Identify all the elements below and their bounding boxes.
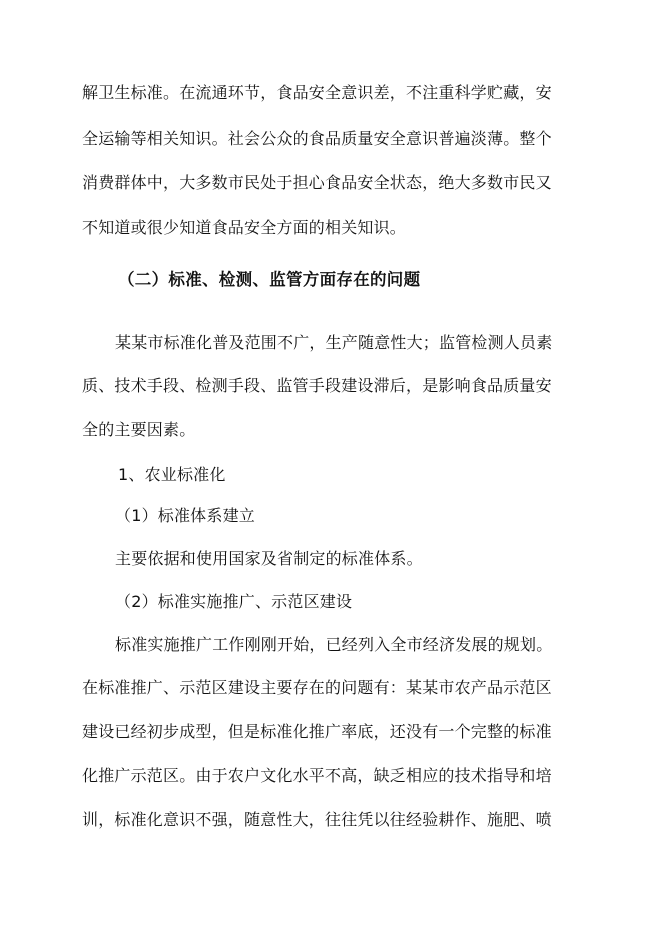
paragraph-line: 解卫生标准。在流通环节，食品安全意识差，不注重科学贮藏，安 [82,83,552,102]
paragraph-line: 全运输等相关知识。社会公众的食品质量安全意识普遍淡薄。整个 [82,129,552,148]
paragraph-line: 质、技术手段、检测手段、监管手段建设滞后，是影响食品质量安 [82,376,552,395]
paragraph-line: 主要依据和使用国家及省制定的标准体系。 [115,549,423,568]
paragraph-line: 全的主要因素。 [82,420,196,439]
paragraph-line: 训，标准化意识不强，随意性大，往往凭以往经验耕作、施肥、喷 [82,810,552,829]
paragraph-line: 某某市标准化普及范围不广，生产随意性大；监管检测人员素 [115,333,553,352]
paragraph-line: 建设已经初步成型，但是标准化推广率底，还没有一个完整的标准 [82,722,552,741]
sub-heading: 1、农业标准化 [118,465,226,484]
paragraph-line: 标准实施推广工作刚刚开始，已经列入全市经济发展的规划。 [115,635,553,654]
paragraph-line: 不知道或很少知道食品安全方面的相关知识。 [82,218,407,237]
paragraph-line: 化推广示范区。由于农户文化水平不高，缺乏相应的技术指导和培 [82,766,552,785]
section-heading: （二）标准、检测、监管方面存在的问题 [118,270,421,289]
list-item-title: （1）标准体系建立 [115,506,255,525]
paragraph-line: 在标准推广、示范区建设主要存在的问题有：某某市农产品示范区 [82,678,552,697]
list-item-title: （2）标准实施推广、示范区建设 [115,592,353,611]
paragraph-line: 消费群体中，大多数市民处于担心食品安全状态，绝大多数市民又 [82,173,552,192]
